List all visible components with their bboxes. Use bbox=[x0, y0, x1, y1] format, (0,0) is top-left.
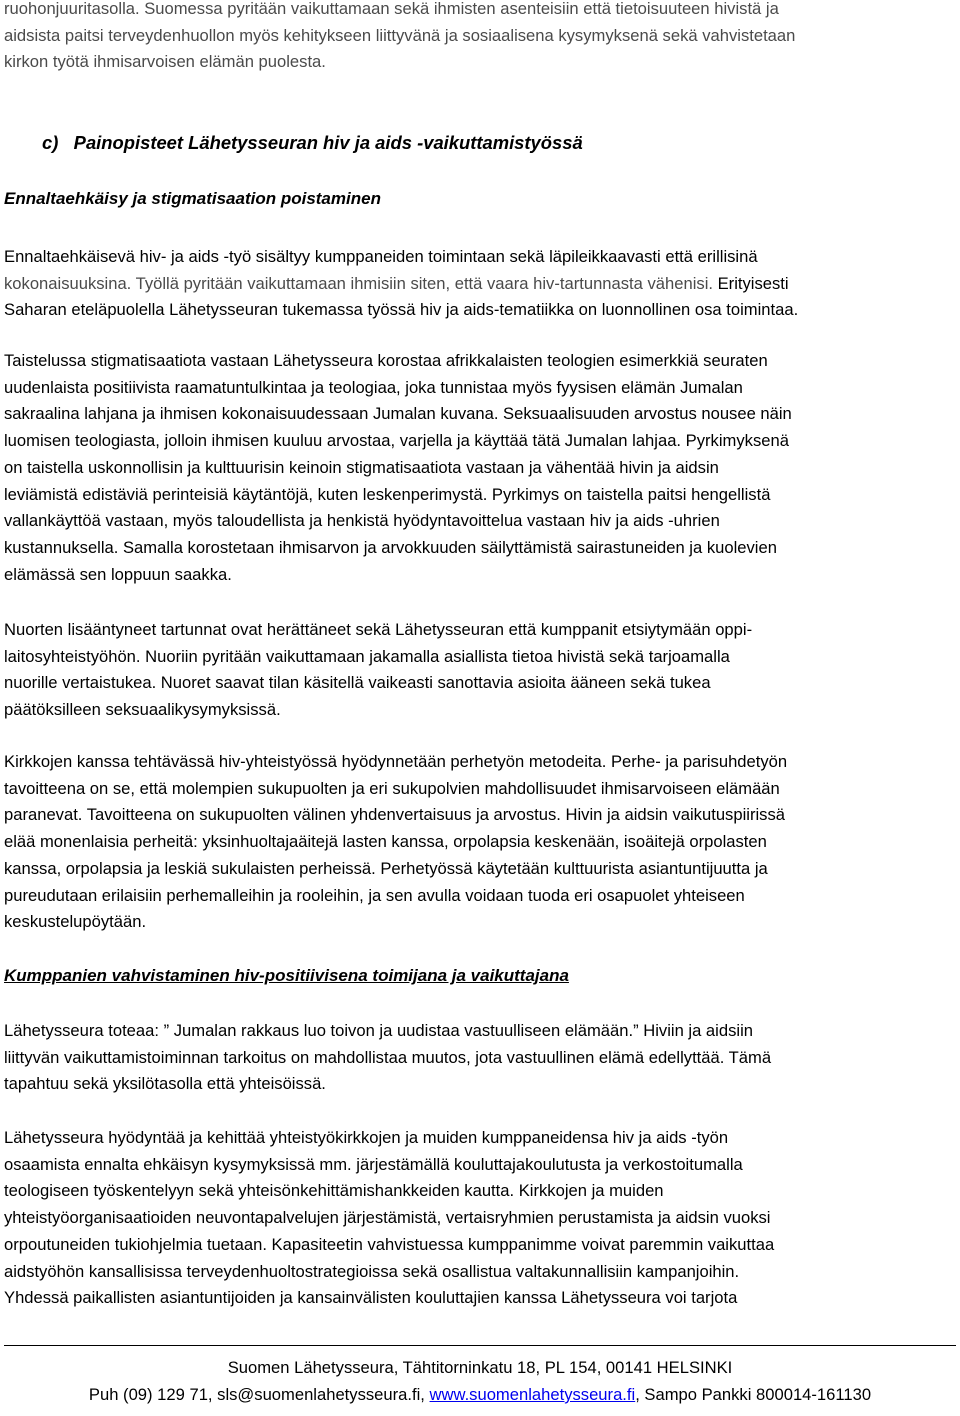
para1-line-1: Ennaltaehkäisevä hiv- ja aids -työ sisältyy kumppaneiden toimintaan sekä läpileikkaavasti että erillisinä bbox=[4, 247, 758, 266]
footer-address: Suomen Lähetysseura, Tähtitorninkatu 18, PL 154, 00141 HELSINKI bbox=[227, 1358, 733, 1377]
para6-line: yhteistyöorganisaatioiden neuvontapalvelujen järjestämistä, vertaisryhmien perustamista ja aidsin vuoksi bbox=[4, 1208, 771, 1228]
subheading-partners: Kumppanien vahvistaminen hiv-positiivisena toimijana ja vaikuttajana bbox=[4, 966, 569, 985]
para4-line: paranevat. Tavoitteena on sukupuolten välinen yhdenvertaisuus ja arvostus. Hivin ja aidsin vaikutuspiirissä bbox=[4, 805, 785, 825]
para3-line: nuorille vertaistukea. Nuoret saavat tilan käsitellä vaikeasti sanottavia asioita ääneen sekä tukea bbox=[4, 673, 711, 693]
para6-line: osaamista ennalta ehkäisyn kysymyksissä mm. järjestämällä kouluttajakoulutusta ja verkostoitumalla bbox=[4, 1154, 743, 1174]
para2-line: kustannuksella. Samalla korostetaan ihmisarvon ja arvokkuuden säilyttämistä sairastuneiden ja kuolevien bbox=[4, 537, 777, 557]
para4-line: tavoitteena on se, että molempien sukupuolten ja eri sukupolvien mahdollisuudet ihmisarvoiseen elämään bbox=[4, 778, 780, 798]
intro-line-2: aidsista paitsi terveydenhuollon myös kehitykseen liittyvänä ja sosiaalisena kysymyksenä sekä vahvistetaan bbox=[4, 25, 796, 45]
para4-line: kanssa, orpolapsia ja leskiä sukulaisten perheissä. Perhetyössä käytetään kulttuurista asiantuntijuutta ja bbox=[4, 858, 768, 878]
paragraph-mission-statement bbox=[4, 1018, 956, 1098]
para2-line: sakraalina lahjana ja ihmisen kokonaisuudessaan Jumalan kuvana. Seksuaalisuuden arvostus nousee näin bbox=[4, 404, 792, 424]
footer-contact bbox=[0, 1384, 960, 1406]
para5-line: tapahtuu sekä yksilötasolla että yhteisöissä. bbox=[4, 1074, 326, 1094]
paragraph-stigma bbox=[4, 348, 956, 588]
paragraph-youth bbox=[4, 617, 956, 724]
para1-line-3: Saharan eteläpuolella Lähetysseuran tukemassa työssä hiv ja aids-tematiikka on luonnollinen osa toimintaa. bbox=[4, 300, 799, 320]
para6-line: Yhdessä paikallisten asiantuntijoiden ja kansainvälisten kouluttajien kanssa Lähetysseura voi tarjota bbox=[4, 1288, 738, 1308]
footer-contact-suffix: , Sampo Pankki 800014-161130 bbox=[635, 1385, 872, 1404]
para6-line: orpoutuneiden tukiohjelmia tuetaan. Kapasiteetin vahvistuessa kumppanimme voivat paremmin vaikuttaa bbox=[4, 1234, 775, 1254]
para4-line: keskustelupöytään. bbox=[4, 912, 147, 932]
para3-line: Nuorten lisääntyneet tartunnat ovat herättäneet sekä Lähetysseuran että kumppanit etsiytymään oppi- bbox=[4, 620, 753, 639]
para5-line: Lähetysseura toteaa: ” Jumalan rakkaus luo toivon ja uudistaa vastuulliseen elämään.” Hiviin ja aidsiin bbox=[4, 1021, 753, 1040]
para5-line: liittyvän vaikuttamistoiminnan tarkoitus on mahdollistaa muutos, jota vastuullinen elämä edellyttää. Tämä bbox=[4, 1047, 772, 1067]
footer-divider bbox=[4, 1345, 956, 1346]
para2-line: luomisen teologiasta, jolloin ihmisen kuuluu arvostaa, varjella ja käyttää tätä Jumalan lahjaa. Pyrkimyksenä bbox=[4, 431, 789, 451]
para3-line: laitosyhteistyöhön. Nuoriin pyritään vaikuttamaan jakamalla asiallista tietoa hivistä sekä tarjoamalla bbox=[4, 646, 730, 666]
paragraph-family-work bbox=[4, 749, 956, 936]
para1-line-2-black: Erityisesti bbox=[713, 273, 789, 293]
para6-line: teologiseen työskentelyyn sekä yhteisönkehittämishankkeiden kautta. Kirkkojen ja muiden bbox=[4, 1181, 664, 1201]
subheading-prevention: Ennaltaehkäisy ja stigmatisaation poistaminen bbox=[4, 189, 381, 208]
para2-line: elämässä sen loppuun saakka. bbox=[4, 564, 232, 584]
para6-line: aidstyöhön kansallisissa terveydenhuoltostrategioissa sekä osallistua valtakunnallisiin kampanjoihin. bbox=[4, 1261, 740, 1281]
para2-line: leviämistä edistäviä perinteisiä käytäntöjä, kuten leskenperimystä. Pyrkimys on taistella paitsi hengellistä bbox=[4, 484, 771, 504]
para4-line: elää monenlaisia perheitä: yksinhuoltajaäitejä lasten kanssa, orpolapsia keskenään, isoäitejä orpolasten bbox=[4, 832, 767, 852]
para2-line: Taistelussa stigmatisaatiota vastaan Lähetysseura korostaa afrikkalaisten teologien esimerkkiä seuraten bbox=[4, 351, 768, 370]
para3-line: päätöksilleen seksuaalikysymyksissä. bbox=[4, 700, 281, 720]
intro-line-3: kirkon työtä ihmisarvoisen elämän puolesta. bbox=[4, 52, 326, 72]
website-link[interactable]: www.suomenlahetysseura.fi bbox=[429, 1385, 636, 1404]
para6-line: Lähetysseura hyödyntää ja kehittää yhteistyökirkkojen ja muiden kumppaneidensa hiv ja aids -työn bbox=[4, 1128, 729, 1147]
para1-line-2-gray: kokonaisuuksina. Työllä pyritään vaikuttamaan ihmisiin siten, että vaara hiv-tartunnasta vähenisi. bbox=[4, 273, 713, 293]
para2-line: on taistella uskonnollisin ja kulttuurisin keinoin stigmatisaatiota vastaan ja vähentää hivin ja aidsin bbox=[4, 457, 719, 477]
intro-paragraph bbox=[4, 0, 956, 76]
intro-line-1: ruohonjuuritasolla. Suomessa pyritään vaikuttamaan sekä ihmisten asenteisiin että tietoisuuteen hivistä ja bbox=[4, 0, 779, 18]
para2-line: uudenlaista positiivista raamatuntulkintaa ja teologiaa, joka tunnistaa myös fyysisen elämän Jumalan bbox=[4, 377, 743, 397]
section-heading: c) Painopisteet Lähetysseuran hiv ja aids -vaikuttamistyössä bbox=[42, 132, 583, 153]
footer-contact-prefix: Puh (09) 129 71, sls@suomenlahetysseura.fi, bbox=[88, 1385, 430, 1404]
paragraph-prevention bbox=[4, 244, 956, 324]
paragraph-capacity bbox=[4, 1125, 956, 1312]
para1-line-2 bbox=[4, 271, 956, 298]
para2-line: vallankäyttöä vastaan, myös taloudellista ja henkistä hyödyntavoittelua vastaan hiv ja aids -uhrien bbox=[4, 511, 720, 531]
para4-line: Kirkkojen kanssa tehtävässä hiv-yhteistyössä hyödynnetään perhetyön metodeita. Perhe- ja parisuhdetyön bbox=[4, 752, 788, 771]
para4-line: pureudutaan erilaisiin perhemalleihin ja rooleihin, ja sen avulla voidaan tuoda eri osapuolet yhteiseen bbox=[4, 885, 745, 905]
